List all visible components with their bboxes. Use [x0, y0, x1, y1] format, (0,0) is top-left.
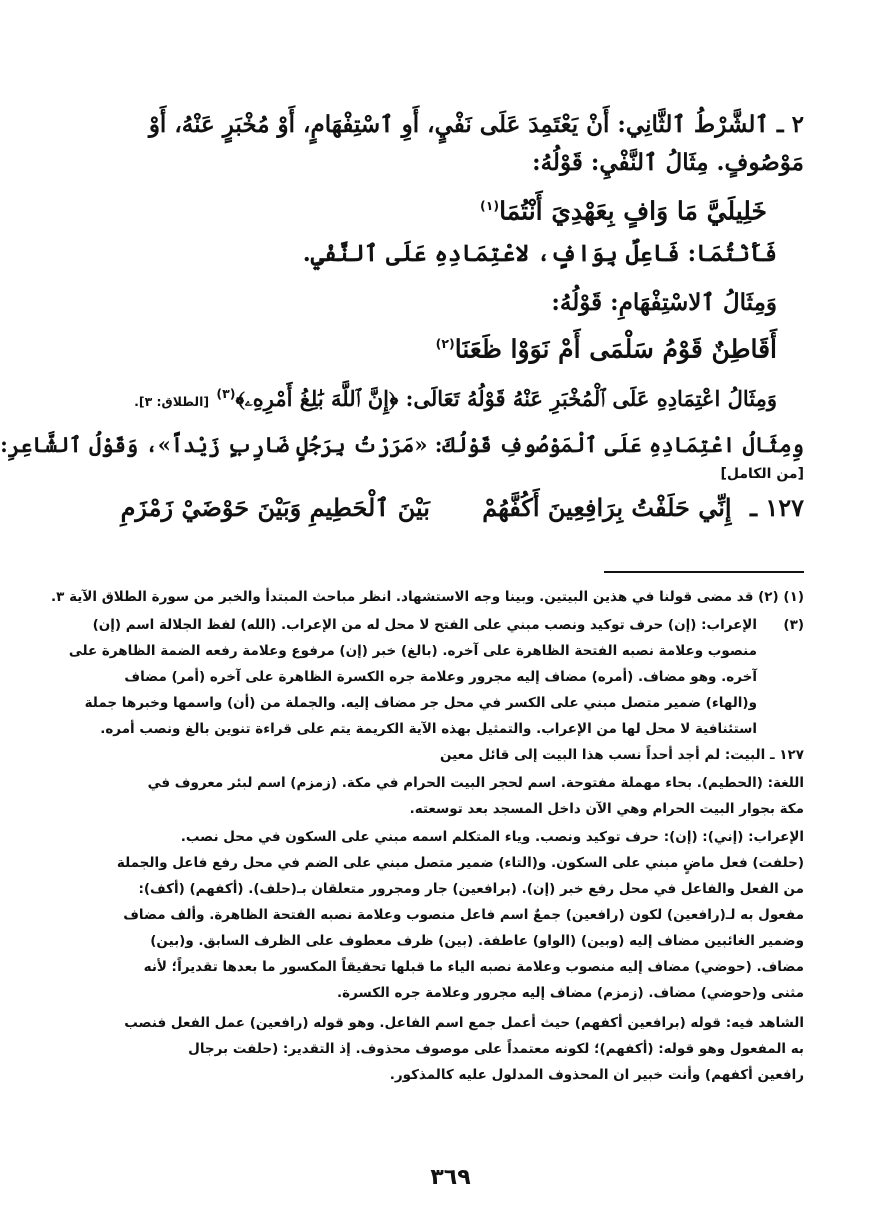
poem-127: [84, 490, 804, 526]
main-line-4: وَمِثَالُ ٱلاسْتِفْهَامِ: قَوْلُهُ:: [551, 289, 777, 316]
footnote-127-header: [84, 742, 804, 768]
quran-quote-line: وَمِثَالُ اعْتِمَادِهِ عَلَى ٱلْمُخْبَرِ عَنْهُ قَوْلُهُ تَعَالَى: ﴿إِنَّ ٱللَّهَ بَٰلِغُ أَمْرِهِۦ﴾: [235, 386, 777, 411]
irab-line-1: الإعراب: (إني): (إن): حرف توكيد ونصب. وياء المتكلم اسمه مبني على السكون في محل نصب.: [180, 829, 804, 845]
irab-line-5: وضمير الغائبين مضاف إليه (وبين) (الواو) عاطفة. (بين) ظرف معطوف على الظرف السابق. و(بين): [150, 933, 804, 949]
footnote-3-line-5: استئنافية لا محل لها من الإعراب. والتمثيل بهذه الآية الكريمة يتم على قراءة تنوين بالغ ونصب أمره.: [100, 721, 757, 737]
footnote-1-2: [51, 584, 804, 610]
verse-2: [117, 326, 777, 367]
page-number: ٣٦٩: [430, 1165, 471, 1190]
irab-line-3: من الفعل والفاعل في محل رفع خبر (إن). (برافعين) جار ومجرور متعلقان بـ(حلف). (أكفهم) (أكف):: [138, 881, 804, 897]
footnote-3-line-4: و(الهاء) ضمير متصل مبني على الكسر في محل جر مضاف إليه. والجملة من (أن) واسمها وخبرها جملة: [84, 695, 757, 711]
irab-line-4: مفعول به لـ(رافعين) لكون (رافعين) جمعٌ اسم فاعل منصوب وعلامة نصبه الفتحة الظاهرة. وألف مضاف: [123, 907, 804, 923]
footnote-ref-1: (١): [480, 198, 500, 213]
footnote-separator: [604, 571, 804, 573]
poem-hemistich-2: بَيْنَ ٱلْحَطِيمِ وَبَيْنَ حَوْضَيْ زَمْزَمِ: [120, 493, 430, 522]
irab-line-6: مضاف. (حوضي) مضاف إليه منصوب وعلامة نصبه الياء ما قبلها تحقيقاً المكسور ما بعدها تقديراً؛ لأنه: [143, 959, 804, 975]
verse-1-text: خَلِيلَيَّ مَا وَافٍ بِعَهْدِيَ أَنْتُمَا: [499, 196, 767, 226]
quran-citation: [الطلاق: ٣].: [134, 394, 210, 409]
shahid-line-1: الشاهد فيه: قوله (برافعين أكفهم) حيث أعمل جمع اسم الفاعل. وهو قوله (رافعين) عمل الفعل فنصب: [124, 1015, 804, 1031]
poem-number: ١٢٧ ـ: [749, 493, 804, 522]
footnote-ref-2: (٢): [435, 336, 455, 351]
lugha-line-1: اللغة: (الحطيم). بحاء مهملة مفتوحة. اسم لحجر البيت الحرام في مكة. (زمزم) اسم لبئر معروف في: [147, 775, 804, 791]
shahid-line-2: به المفعول وهو قوله: (أكفهم)؛ لكونه معتمداً على موصوف محذوف. إذ التقدير: (حلفت برجال: [188, 1041, 804, 1057]
footnote-3-label: (٣): [783, 617, 804, 633]
irab-line-2: (حلفت) فعل ماضٍ مبني على السكون. و(التاء) ضمير متصل مبني على الضم في محل رفع فاعل والجملة: [116, 855, 804, 871]
footnote-127-label: ١٢٧ ـ البيت:: [724, 747, 804, 763]
shahid-line-3: رافعين أكفهم) وأنت خبير ان المحذوف المدلول عليه كالمذكور.: [389, 1067, 804, 1083]
footnote-3-line-3: آخره. وهو مضاف. (أمره) مضاف إليه مجرور وعلامة جره الكسرة الظاهرة على آخره (أمر) مضاف: [124, 669, 757, 685]
main-line-5: [77, 376, 777, 420]
main-line-6: وِمِثَالُ اعْتِمَادِهِ عَلَى ٱلْمَوْصُوفِ قَوْلُكَ: «مَرَرْتُ بِرَجُلٍ ضَارِبٍ زَيْداً»، وَقَوْلُ ٱلشَّاعِرِ:: [0, 432, 804, 457]
main-line-2: مَوْصُوفٍ. مِثَالُ ٱلنَّفْيِ: قَوْلُهُ:: [532, 149, 804, 176]
poem-hemistich-1: إِنِّي حَلَفْتُ بِرَافِعِينَ أَكُفَّهُمْ: [482, 493, 732, 522]
lugha-line-2: مكة بجوار البيت الحرام وهي الآن داخل المسجد بعد توسعته.: [409, 801, 804, 817]
verse-2-text: أَقَاطِنٌ قَوْمُ سَلْمَى أَمْ نَوَوْا ظَعَنَا: [454, 334, 777, 364]
main-line-3: فَأَنْتُمَا: فَاعِلٌ بِوَافٍ، لاعْتِمَادِهِ عَلَى ٱلنَّفْيِ.: [302, 240, 777, 267]
meter-label: [من الكامل]: [720, 466, 804, 482]
footnote-1-2-text: قد مضى قولنا في هذين البيتين. وبينا وجه الاستشهاد. انظر مباحث المبتدأ والخبر من سورة الطلاق الآية ٣.: [51, 589, 754, 605]
main-line-1: ٢ ـ ٱلشَّرْطُ ٱلثَّانِي: أَنْ يَعْتَمِدَ عَلَى نَفْيٍ، أَوِ ٱسْتِفْهَامٍ، أَوْ مُخْبَرٍ عَنْهُ، أَوْ: [148, 111, 804, 138]
footnote-3-line-2: منصوب وعلامة نصبه الفتحة الظاهرة على آخره. (بالغ) خبر (إن) مرفوع وعلامة رفعه الضمة الظاهرة على: [68, 643, 757, 659]
footnote-127-intro: لم أجد أحداً نسب هذا البيت إلى قائل معين: [440, 747, 721, 763]
verse-1: [127, 188, 767, 229]
footnote-3-line-1: الإعراب: (إن) حرف توكيد ونصب مبني على الفتح لا محل له من الإعراب. (الله) لفظ الجلالة اسم (إن): [92, 617, 757, 633]
footnote-1-2-label: (١) (٢): [758, 589, 804, 605]
irab-line-7: مثنى و(حوضي) مضاف. (زمزم) مضاف إليه مجرور وعلامة جره الكسرة.: [336, 985, 804, 1001]
footnote-ref-3: (٣): [216, 386, 236, 401]
